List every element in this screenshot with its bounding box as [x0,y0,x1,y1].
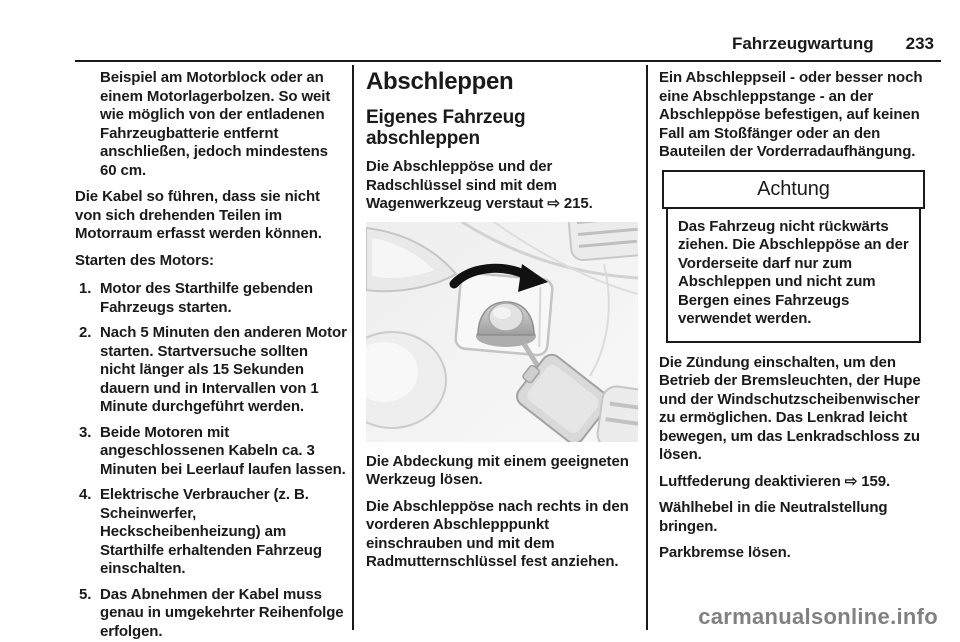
caution-box [662,170,925,343]
chapter-title: Fahrzeugwartung [731,34,874,53]
list-item: Motor des Starthilfe gebenden Fahrzeugs starten. [100,280,313,316]
page-header [732,34,934,54]
towing-eye-illustration [366,222,638,442]
column-divider [352,65,354,630]
right-column [659,69,940,571]
paragraph-cable-routing: Die Kabel so führen, dass sie nicht von sich drehenden Teilen im Motorraum erfasst werden können. [75,188,322,242]
caution-title: Achtung [662,170,925,209]
watermark-text: carmanualsonline.info [698,604,938,629]
caution-body: Das Fahrzeug nicht rückwärts ziehen. Die Abschleppöse an der Vorderseite darf nur zum Abschleppen und nicht zum Bergen eines Fahrzeugs verwendet werden. [666,207,921,343]
middle-column [366,69,638,580]
paragraph-jumpstart-continued: Beispiel am Motorblock oder an einem Motorlagerbolzen. So weit wie möglich von der entladenen Fahrzeugbatterie entfernt anschließen, jedoch mindestens 60 cm. [100,69,331,179]
towing-eye-cover-image [366,222,638,442]
section-heading: Abschleppen [366,68,514,95]
paragraph-remove-cover: Die Abdeckung mit einem geeigneten Werkzeug lösen. [366,452,629,488]
paragraph-screw-in-eye: Die Abschleppöse nach rechts in den vorderen Abschlepppunkt einschrauben und mit dem Radmutternschlüssel fest anziehen. [366,497,629,570]
left-column [75,69,347,642]
paragraph-start-engine-label: Starten des Motors: [75,251,214,269]
paragraph-ignition-on: Die Zündung einschalten, um den Betrieb der Bremsleuchten, der Hupe und der Windschutzscheibenwischer zu ermöglichen. Das Lenkrad leicht bewegen, um das Lenkradschloss zu lösen. [659,353,921,463]
paragraph-tow-rope: Ein Abschleppseil - oder besser noch eine Abschleppstange - an der Abschleppöse befestigen, auf keinen Fall am Stoßfänger oder an den Bauteilen der Vorderradaufhängung. [659,69,923,160]
paragraph-parking-brake: Parkbremse lösen. [659,544,791,561]
column-divider [646,65,648,630]
list-item: Elektrische Verbraucher (z. B. Scheinwerfer, Heckscheibenheizung) am Starthilfe erhaltenden Fahrzeug einschalten. [100,486,322,577]
list-item: Beide Motoren mit angeschlossenen Kabeln ca. 3 Minuten bei Leerlauf laufen lassen. [100,423,346,478]
paragraph-selector-lever: Wählhebel in die Neutralstellung bringen. [659,499,888,535]
header-rule [75,60,941,62]
paragraph-air-suspension: Luftfederung deaktivieren ⇨ 159. [659,472,891,490]
list-item: Das Abnehmen der Kabel muss genau in umgekehrter Reihenfolge erfolgen. [100,585,344,640]
list-item: Nach 5 Minuten den anderen Motor starten. Startversuche sollten nicht länger als 15 Sekunden dauern und in Intervallen von 1 Minute durchgeführt werden. [100,324,347,415]
jumpstart-steps-list [75,280,347,641]
page-number: 233 [905,34,934,53]
subsection-heading: Eigenes Fahrzeug abschleppen [366,107,526,149]
grille-upper-shape [568,222,638,261]
paragraph-towing-tools: Die Abschleppöse und der Radschlüssel sind mit dem Wagenwerkzeug verstaut ⇨ 215. [366,158,593,212]
